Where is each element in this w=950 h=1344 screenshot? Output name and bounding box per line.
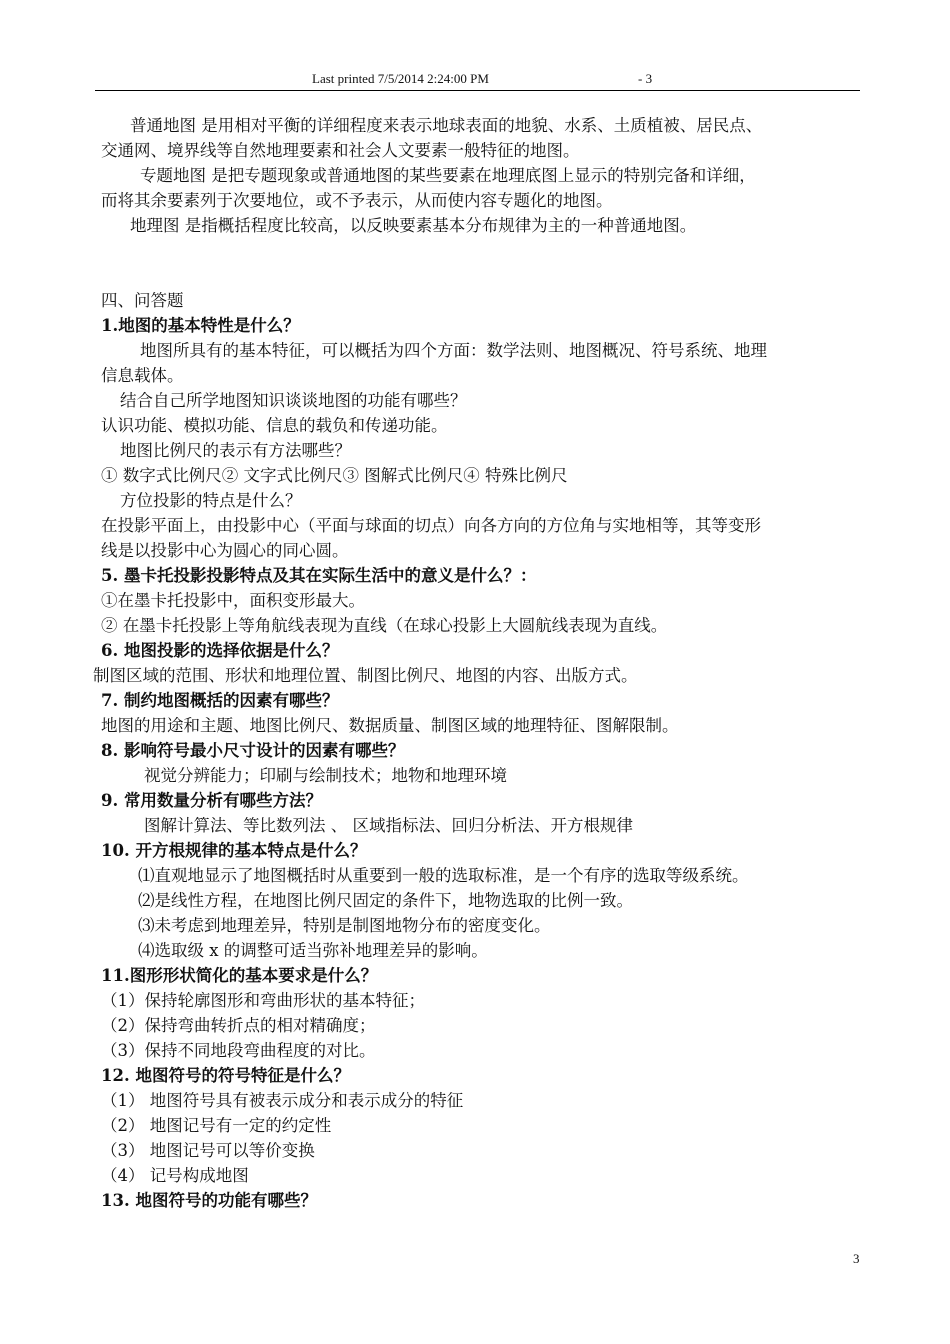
text-line: 地图的用途和主题、地图比例尺、数据质量、制图区域的地理特征、图解限制。 (101, 716, 679, 735)
text-line: （2） 地图记号有一定的约定性 (101, 1116, 332, 1135)
question-heading: 8. 影响符号最小尺寸设计的因素有哪些？ (101, 741, 405, 760)
text-line: ①在墨卡托投影中，面积变形最大。 (101, 591, 365, 610)
text-line: 专题地图 是把专题现象或普通地图的某些要素在地理底图上显示的特别完备和详细， (140, 166, 756, 185)
text-line: 认识功能、模拟功能、信息的载负和传递功能。 (101, 416, 448, 435)
header-page-ref: - 3 (638, 71, 653, 86)
last-printed-text: Last printed 7/5/2014 2:24:00 PM (312, 71, 489, 86)
text-line: ② 在墨卡托投影上等角航线表现为直线（在球心投影上大圆航线表现为直线。 (101, 616, 668, 635)
text-line: 制图区域的范围、形状和地理位置、制图比例尺、地图的内容、出版方式。 (93, 666, 638, 685)
question-heading: 6. 地图投影的选择依据是什么？ (101, 641, 339, 660)
text-line: （3） 地图记号可以等价变换 (101, 1141, 315, 1160)
question-heading: 9. 常用数量分析有哪些方法？ (101, 791, 322, 810)
text-line: 结合自己所学地图知识谈谈地图的功能有哪些？ (120, 391, 467, 410)
question-heading: 7. 制约地图概括的因素有哪些？ (101, 691, 339, 710)
text-line: （1）保持轮廓图形和弯曲形状的基本特征； (101, 991, 425, 1010)
text-line: 信息载体。 (101, 366, 184, 385)
question-heading: 12. 地图符号的符号特征是什么？ (101, 1066, 350, 1085)
question-heading: 13. 地图符号的功能有哪些？ (101, 1191, 317, 1210)
question-heading: 11.图形形状简化的基本要求是什么？ (101, 966, 378, 985)
text-line: ⑶未考虑到地理差异，特别是制图地物分布的密度变化。 (138, 916, 551, 935)
text-line: ① 数字式比例尺② 文字式比例尺③ 图解式比例尺④ 特殊比例尺 (101, 466, 568, 485)
text-line: （4） 记号构成地图 (101, 1166, 249, 1185)
text-line: 地图比例尺的表示有方法哪些？ (120, 441, 351, 460)
question-heading: 1.地图的基本特性是什么？ (101, 316, 300, 335)
text-line: 而将其余要素列于次要地位，或不予表示，从而使内容专题化的地图。 (101, 191, 613, 210)
text-line: 四、问答题 (101, 291, 184, 310)
text-line: （1） 地图符号具有被表示成分和表示成分的特征 (101, 1091, 464, 1110)
text-line: 普通地图 是用相对平衡的详细程度来表示地球表面的地貌、水系、土质植被、居民点、 (130, 116, 763, 135)
text-line: （2）保持弯曲转折点的相对精确度； (101, 1016, 376, 1035)
text-line: 交通网、境界线等自然地理要素和社会人文要素一般特征的地图。 (101, 141, 580, 160)
text-line: 线是以投影中心为圆心的同心圆。 (101, 541, 349, 560)
page-header (95, 70, 860, 91)
text-line: ⑵是线性方程，在地图比例尺固定的条件下，地物选取的比例一致。 (138, 891, 633, 910)
question-heading: 5. 墨卡托投影投影特点及其在实际生活中的意义是什么？： (101, 566, 537, 585)
text-line: 地理图 是指概括程度比较高，以反映要素基本分布规律为主的一种普通地图。 (130, 216, 697, 235)
text-line: ⑴直观地显示了地图概括时从重要到一般的选取标准，是一个有序的选取等级系统。 (138, 866, 749, 885)
text-line: ⑷选取级 x 的调整可适当弥补地理差异的影响。 (138, 941, 488, 960)
text-line: 视觉分辨能力；印刷与绘制技术；地物和地理环境 (144, 766, 507, 785)
text-line: 在投影平面上，由投影中心（平面与球面的切点）向各方向的方位角与实地相等，其等变形 (101, 516, 761, 535)
text-line: 图解计算法、等比数列法 、 区域指标法、回归分析法、开方根规律 (144, 816, 633, 835)
text-line: 地图所具有的基本特征，可以概括为四个方面：数学法则、地图概况、符号系统、地理 (140, 341, 767, 360)
text-line: 方位投影的特点是什么？ (120, 491, 302, 510)
question-heading: 10. 开方根规律的基本特点是什么？ (101, 841, 367, 860)
page-number: 3 (853, 1251, 860, 1266)
text-line: （3）保持不同地段弯曲程度的对比。 (101, 1041, 376, 1060)
